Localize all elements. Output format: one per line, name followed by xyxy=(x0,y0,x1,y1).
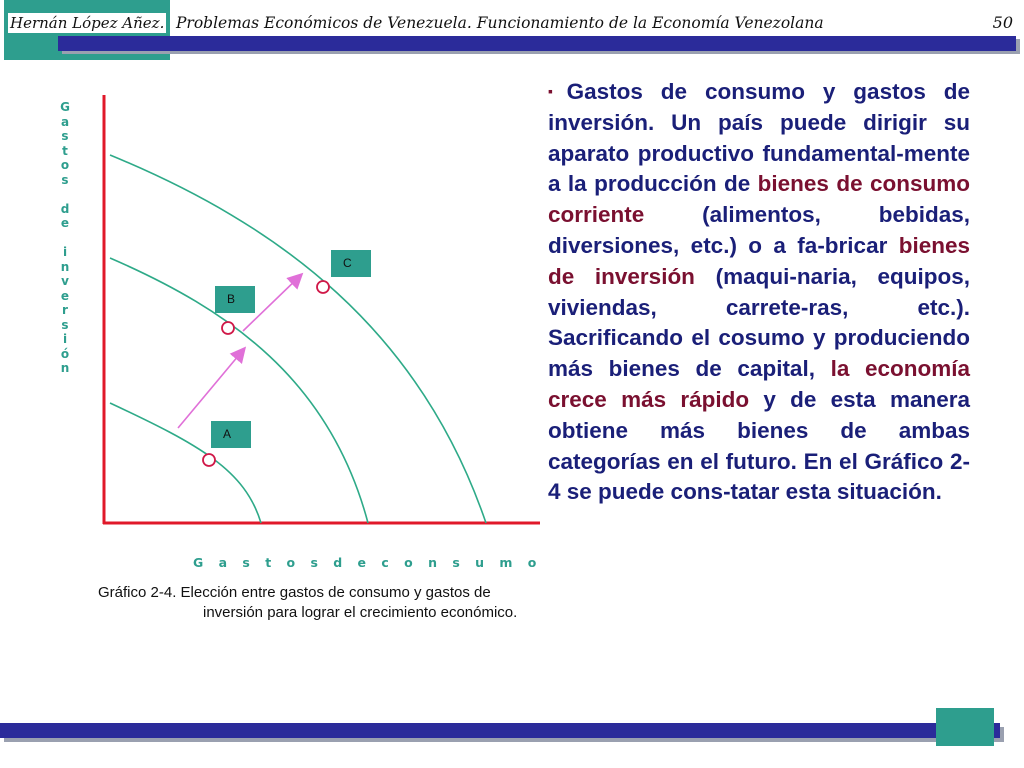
author-name: Hernán López Añez. xyxy=(10,14,165,32)
figure-caption xyxy=(98,583,638,623)
arrow-a-to-b xyxy=(178,349,244,428)
bullet-icon: ▪ xyxy=(548,83,565,99)
page-number: 50 xyxy=(992,13,1013,32)
para-seg-6: , xyxy=(808,356,831,382)
point-label-a-text: A xyxy=(223,427,232,441)
point-label-c-text: C xyxy=(343,256,352,270)
explanation-paragraph xyxy=(548,76,970,508)
para-seg-8: y de esta manera obtiene más bienes de ambas categorías en el futuro. En el Gráfico 2-4 se puede cons-tatar esta situación. xyxy=(548,386,970,505)
point-label-b-text: B xyxy=(227,292,236,306)
y-axis-label: G a s t o s d e i n v e r s i ó n xyxy=(60,100,70,375)
point-label-c xyxy=(331,250,371,277)
x-axis-label: G a s t o s d e c o n s u m o xyxy=(193,555,542,570)
point-marker-c xyxy=(317,281,329,293)
caption-line-1: Gráfico 2-4. Elección entre gastos de consumo y gastos de xyxy=(98,584,491,601)
frontier-curve-3 xyxy=(110,155,486,523)
para-seg-5: Sacrificando el cosumo y produciendo más bienes de capital xyxy=(548,325,970,382)
para-seg-0: Gastos de consumo y gastos de inversión. Un país puede dirigir su aparato productivo fundamental-mente a la producción de xyxy=(548,79,970,197)
para-seg-2: (alimentos, bebidas, diversiones, etc.) o a fa-bricar xyxy=(548,202,970,258)
para-seg-1: bienes de consumo corriente xyxy=(548,171,970,228)
page-title: Problemas Económicos de Venezuela. Funcionamiento de la Economía Venezolana xyxy=(176,14,824,32)
para-seg-3: bienes de inversión xyxy=(548,232,970,289)
point-marker-b xyxy=(222,322,234,334)
para-seg-7: la economía crece más rápido xyxy=(548,356,970,412)
caption-line-2: inversión para lograr el crecimiento económico. xyxy=(203,604,518,621)
point-marker-a xyxy=(203,454,215,466)
point-label-b xyxy=(215,286,255,313)
footer-bar xyxy=(0,723,1000,738)
para-seg-4: (maqui-naria, equipos, viviendas, carrete-ras, etc.). xyxy=(548,263,970,320)
footer-box xyxy=(936,708,994,746)
point-label-a xyxy=(211,421,251,448)
